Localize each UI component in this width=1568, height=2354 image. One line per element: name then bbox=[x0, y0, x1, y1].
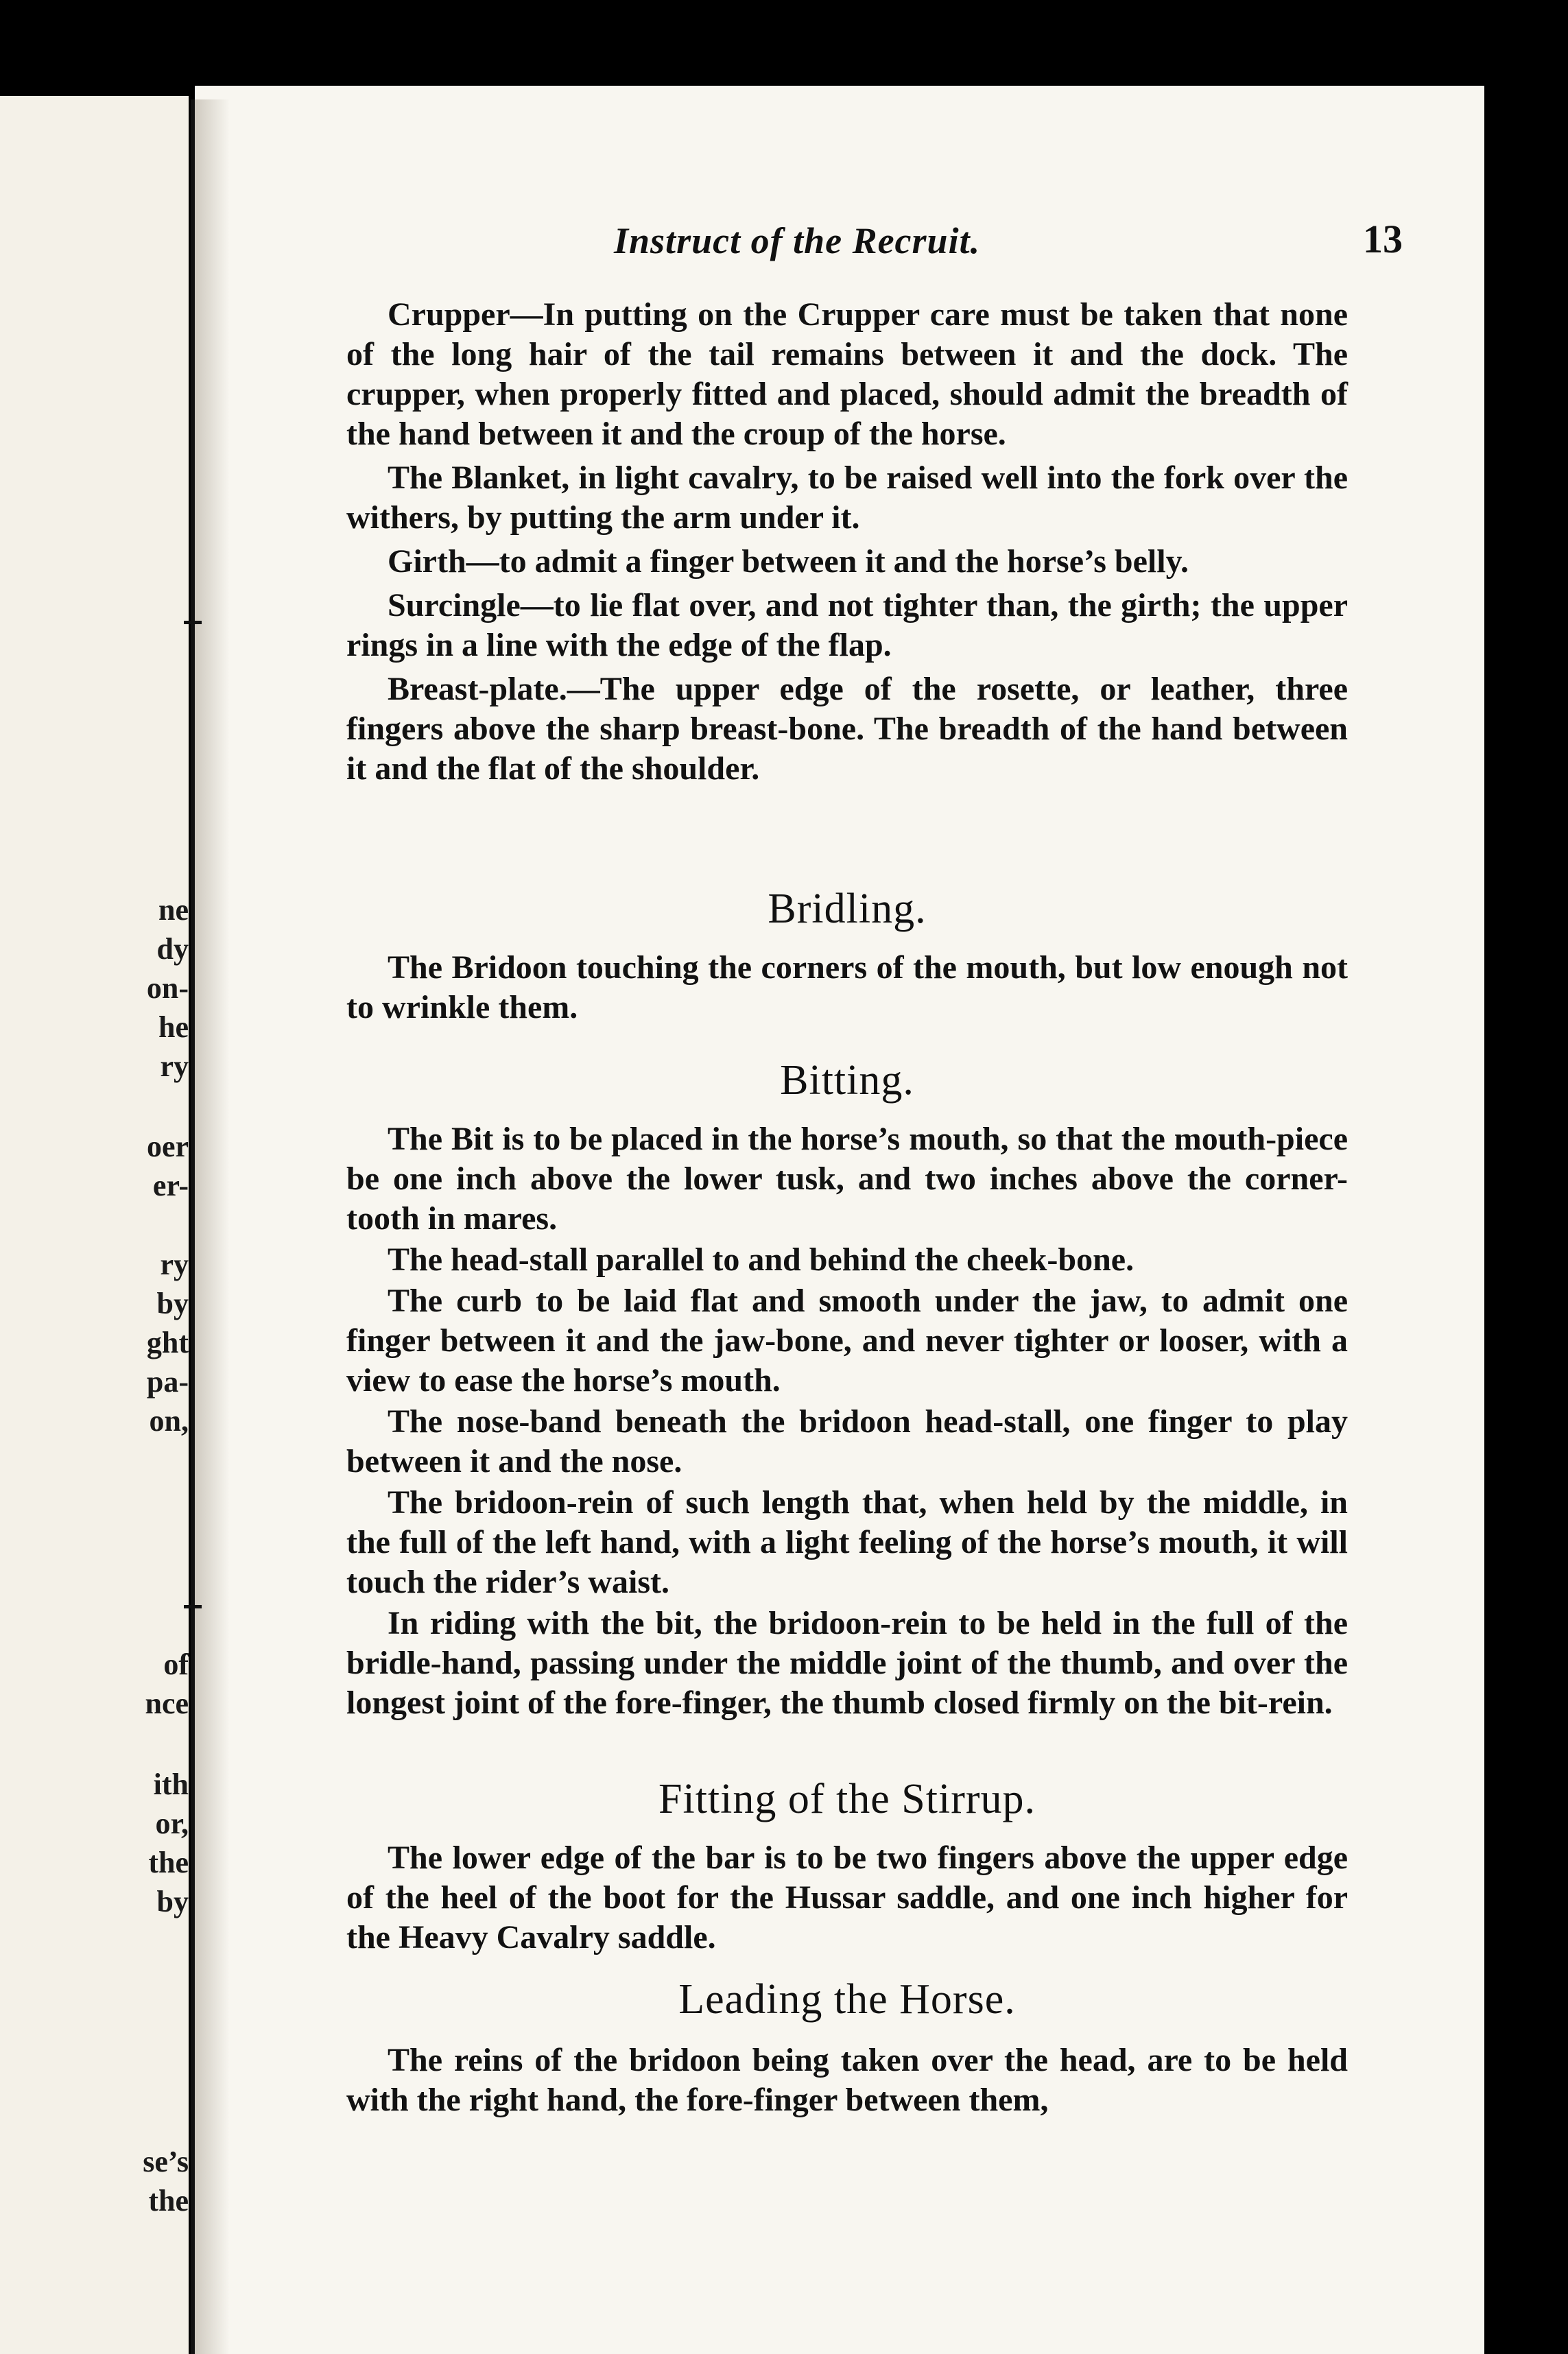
paragraph-nose-band: The nose-band beneath the bridoon head-stall, one finger to play between it and the nose. bbox=[346, 1403, 1348, 1479]
left-fragment: by bbox=[156, 1287, 189, 1320]
left-fragment: the bbox=[148, 1846, 189, 1879]
left-fragment: nce bbox=[145, 1687, 189, 1720]
left-fragment: ith bbox=[153, 1768, 189, 1801]
left-fragment: on, bbox=[149, 1404, 189, 1438]
left-fragment: ne bbox=[158, 893, 189, 927]
left-page-edge bbox=[0, 96, 189, 2354]
left-fragment: oer bbox=[146, 1130, 189, 1163]
left-fragment: dy bbox=[156, 932, 189, 966]
heading-fitting-of-the-stirrup: Fitting of the Stirrup. bbox=[658, 1776, 1036, 1822]
body-text-bridling bbox=[346, 948, 1348, 1027]
paragraph-bit: The Bit is to be placed in the horse’s mouth, so that the mouth-piece be one inch above the lower tusk, and two inches above the corner-tooth in mares. bbox=[346, 1121, 1348, 1237]
body-text-stirrup bbox=[346, 1838, 1348, 1958]
left-fragment: on- bbox=[146, 971, 189, 1005]
left-fragment: or, bbox=[155, 1807, 189, 1840]
paragraph-blanket: The Blanket, in light cavalry, to be raised well into the fork over the withers, by putting the arm under it. bbox=[346, 460, 1348, 536]
left-fragment: the bbox=[148, 2184, 189, 2218]
paragraph-head-stall: The head-stall parallel to and behind the cheek-bone. bbox=[388, 1241, 1135, 1278]
body-text-top bbox=[346, 295, 1348, 789]
gutter-fold-line bbox=[191, 99, 195, 2354]
heading-bridling: Bridling. bbox=[768, 885, 927, 932]
heading-bitting: Bitting. bbox=[780, 1057, 914, 1104]
gutter-mark bbox=[184, 621, 202, 624]
left-fragment: ry bbox=[160, 1248, 189, 1281]
paragraph-bridoon-rein: The bridoon-rein of such length that, when held by the middle, in the full of the left hand, with a light feeling of the horse’s mouth, it will touch the rider’s waist. bbox=[346, 1484, 1348, 1600]
left-fragment: he bbox=[158, 1010, 189, 1044]
paragraph-breast-plate: Breast-plate.—The upper edge of the rosette, or leather, three fingers above the sharp breast-bone. The breadth of the hand between it and the flat of the shoulder. bbox=[346, 671, 1348, 787]
page-edge-shadow bbox=[1484, 75, 1525, 2354]
left-fragment: ght bbox=[146, 1326, 189, 1359]
left-fragment: by bbox=[156, 1885, 189, 1918]
left-fragment: ry bbox=[160, 1049, 189, 1083]
running-title: Instruct of the Recruit. bbox=[614, 220, 981, 261]
gutter-shadow bbox=[195, 99, 229, 2354]
paragraph-girth: Girth—to admit a finger between it and the horse’s belly. bbox=[388, 543, 1189, 580]
paragraph-curb: The curb to be laid flat and smooth under the jaw, to admit one finger between it and the jaw-bone, and never tighter or looser, with a view to ease the horse’s mouth. bbox=[346, 1283, 1348, 1399]
left-fragment: pa- bbox=[146, 1365, 189, 1399]
paragraph-crupper: Crupper—In putting on the Crupper care must be taken that none of the long hair of the tail remains between it and the dock. The crupper, when properly fitted and placed, should admit the breadth of the hand between it and the croup of the horse. bbox=[346, 296, 1348, 452]
running-head bbox=[614, 219, 1403, 274]
gutter-mark bbox=[184, 1605, 202, 1608]
left-fragment: er- bbox=[152, 1169, 189, 1202]
page-number: 13 bbox=[1363, 217, 1403, 261]
heading-leading-the-horse: Leading the Horse. bbox=[678, 1976, 1016, 2023]
body-text-bitting bbox=[346, 1119, 1348, 1723]
paragraph-surcingle: Surcingle—to lie flat over, and not tighter than, the girth; the upper rings in a line with the edge of the flap. bbox=[346, 587, 1348, 663]
paragraph-bridoon: The Bridoon touching the corners of the mouth, but low enough not to wrinkle them. bbox=[346, 949, 1348, 1025]
paragraph-riding-with-bit: In riding with the bit, the bridoon-rein to be held in the full of the bridle-hand, passing under the middle joint of the thumb, and over the longest joint of the fore-finger, the thumb closed firmly on the bit-rein. bbox=[346, 1605, 1348, 1721]
left-fragment: se’s bbox=[143, 2145, 189, 2178]
body-text-leading bbox=[346, 2041, 1348, 2120]
left-fragment: of bbox=[163, 1648, 189, 1681]
paragraph-stirrup: The lower edge of the bar is to be two fingers above the upper edge of the heel of the boot for the Hussar saddle, and one inch higher for the Heavy Cavalry saddle. bbox=[346, 1840, 1348, 1955]
paragraph-leading: The reins of the bridoon being taken over the head, are to be held with the right hand, the fore-finger between them, bbox=[346, 2042, 1348, 2118]
